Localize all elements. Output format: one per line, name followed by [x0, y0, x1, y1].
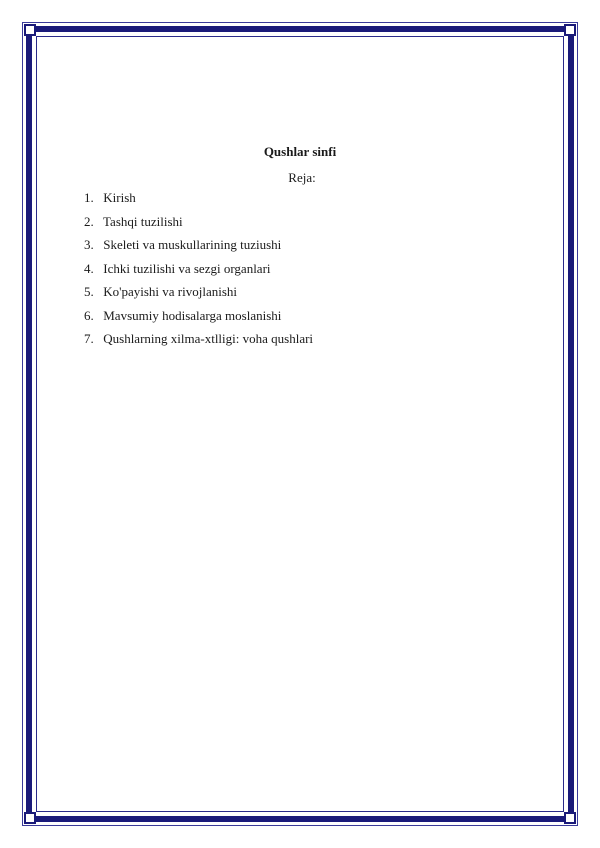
document-title: Qushlar sinfi [263, 144, 337, 159]
plan-item-text: Kirish [103, 190, 136, 205]
plan-heading: Reja: [288, 170, 316, 185]
border-corner-ornament [564, 24, 576, 36]
plan-item-text: Ko'payishi va rivojlanishi [103, 284, 238, 299]
border-corner-ornament [24, 24, 36, 36]
plan-item-text: Skeleti va muskullarining tuziushi [103, 237, 282, 252]
plan-item [84, 327, 313, 351]
plan-item-number: 5. [84, 284, 94, 299]
border-corner-ornament [564, 812, 576, 824]
plan-item [84, 304, 313, 328]
plan-item-text: Mavsumiy hodisalarga moslanishi [103, 307, 282, 323]
plan-item-number: 6. [84, 307, 94, 323]
border-corner-ornament [24, 812, 36, 824]
plan-item-number: 7. [84, 331, 94, 346]
plan-item [84, 233, 313, 257]
plan-item [84, 257, 313, 281]
plan-item-text: Qushlarning xilma-xtlligi: voha qushlari [103, 331, 314, 346]
plan-item [84, 210, 313, 234]
plan-item-text: Ichki tuzilishi va sezgi organlari [103, 260, 271, 276]
plan-item-number: 2. [84, 213, 94, 229]
plan-item-number: 4. [84, 260, 94, 276]
plan-item [84, 186, 313, 210]
plan-item-number: 3. [84, 237, 94, 252]
plan-item-number: 1. [84, 190, 94, 205]
plan-item [84, 280, 313, 304]
plan-item-text: Tashqi tuzilishi [103, 213, 183, 229]
plan-list [84, 186, 313, 351]
